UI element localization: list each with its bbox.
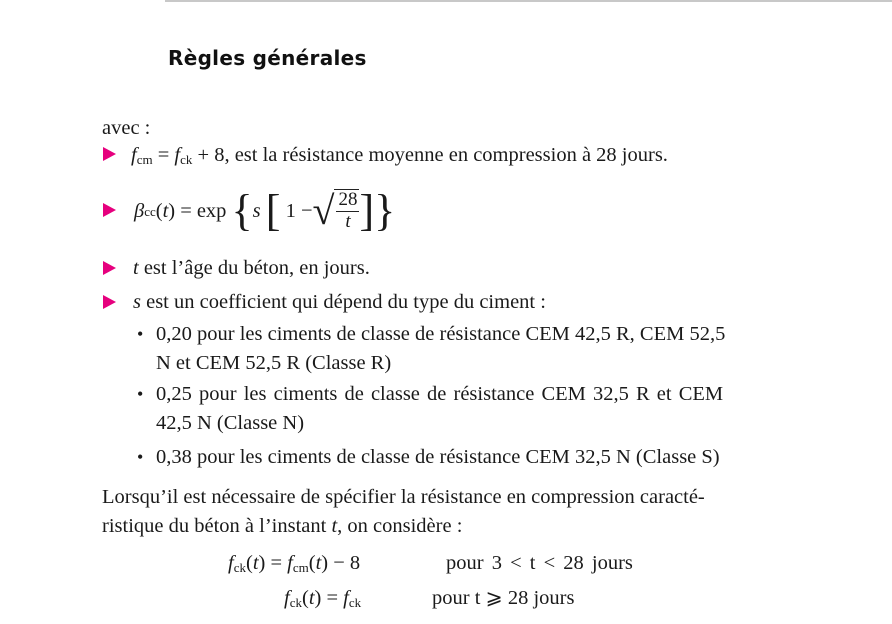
sub-item-1-line2: N et CEM 52,5 R (Classe R) — [156, 352, 392, 374]
bullet-coefficient: s est un coefficient qui dépend du type du ciment : — [133, 291, 546, 313]
bullet-triangle-icon — [103, 203, 116, 217]
sub-item-2-line2: 42,5 N (Classe N) — [156, 412, 305, 434]
sub-item-1-line1: 0,20 pour les ciments de classe de résistance CEM 42,5 R, CEM 52,5 — [156, 323, 726, 345]
bullet-dot-icon: • — [137, 384, 144, 404]
formula-beta: β cc ( t ) = exp { s [ 1 − √ $\frac{28}{t}$ ] } — [134, 186, 396, 235]
bullet-triangle-icon — [103, 147, 116, 161]
bullet-triangle-icon — [103, 295, 116, 309]
bullet-fcm: $f_{cm} = f_{ck} + 8$, est la résistance moyenne en compression à 28 jours. — [131, 144, 668, 167]
section-title: Règles générales — [168, 46, 367, 70]
paragraph-line1: Lorsqu’il est nécessaire de spécifier la résistance en compression caracté- — [102, 486, 705, 508]
formula-fck-late-condition: pour t ⩾ 28 jours — [432, 587, 575, 609]
intro-text: avec : — [102, 117, 151, 139]
sub-item-3-line1: 0,38 pour les ciments de classe de résistance CEM 32,5 N (Classe S) — [156, 446, 720, 468]
bullet-age: t est l’âge du béton, en jours. — [133, 257, 370, 279]
formula-fck-early: $f_{ck}(t) = f_{cm}(t) - 8$ — [228, 552, 361, 575]
page-top-border — [165, 0, 892, 2]
bullet-dot-icon: • — [137, 447, 144, 467]
bullet-triangle-icon — [103, 261, 116, 275]
paragraph-line2: ristique du béton à l’instant t, on considère : — [102, 515, 463, 537]
bullet-dot-icon: • — [137, 324, 144, 344]
formula-fck-late: $f_{ck}(t) = f_{ck}$ — [284, 587, 362, 610]
sub-item-2-line1: 0,25 pour les ciments de classe de résistance CEM 32,5 R et CEM — [156, 383, 724, 405]
formula-fck-early-condition: pour 3 < t < 28 jours — [446, 552, 633, 574]
